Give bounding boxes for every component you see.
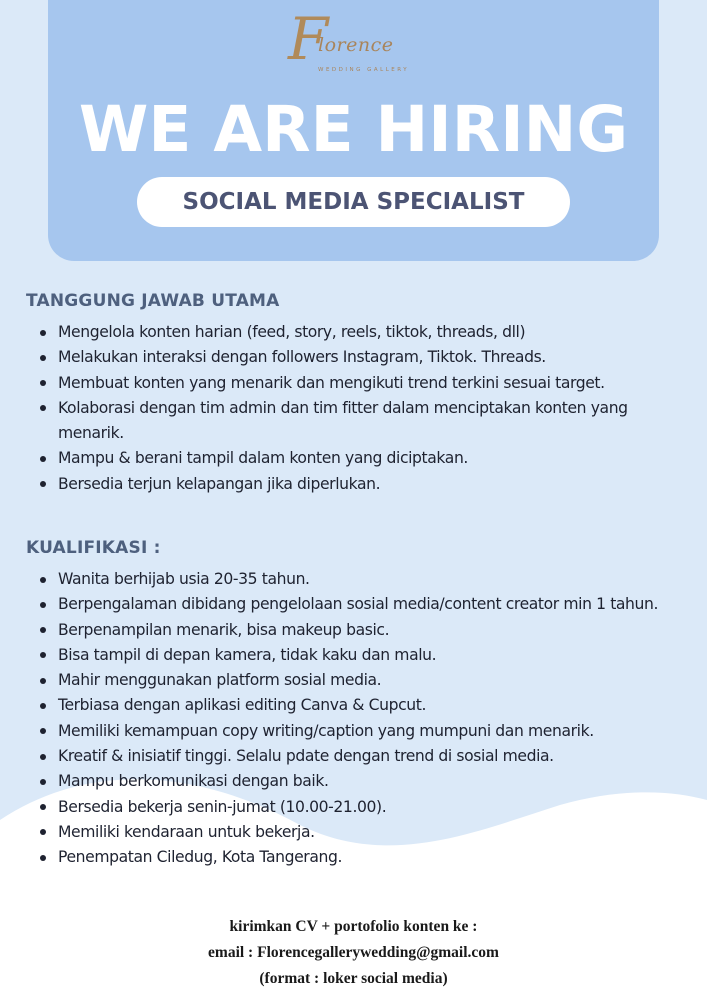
list-item: Mahir menggunakan platform sosial media. [26,668,666,693]
list-item: Bersedia terjun kelapangan jika diperlukan. [26,472,666,497]
footer-format: (format : loker social media) [259,970,448,987]
responsibilities-section [26,291,666,497]
hiring-title: WE ARE HIRING [78,93,629,166]
list-item: Mengelola konten harian (feed, story, reels, tiktok, threads, dll) [26,320,666,345]
responsibilities-heading: TANGGUNG JAWAB UTAMA [26,291,280,311]
list-item: Mampu berkomunikasi dengan baik. [26,769,666,794]
footer-email: email : Florencegallerywedding@gmail.com [208,944,499,961]
list-item: Mampu & berani tampil dalam konten yang diciptakan. [26,446,666,471]
logo-subtitle: WEDDING GALLERY [318,67,410,73]
list-item: Memiliki kemampuan copy writing/caption yang mumpuni dan menarik. [26,719,666,744]
list-item: Kolaborasi dengan tim admin dan tim fitter dalam menciptakan konten yang menarik. [26,396,666,447]
list-item: Bisa tampil di depan kamera, tidak kaku dan malu. [26,643,666,668]
list-item: Kreatif & inisiatif tinggi. Selalu pdate dengan trend di sosial media. [26,744,666,769]
responsibilities-list [26,320,666,497]
qualifications-heading: KUALIFIKASI : [26,538,161,558]
list-item: Penempatan Ciledug, Kota Tangerang. [26,845,666,870]
logo-initial: F [288,5,327,73]
role-pill [137,177,570,227]
list-item: Melakukan interaksi dengan followers Instagram, Tiktok. Threads. [26,345,666,370]
list-item: Wanita berhijab usia 20-35 tahun. [26,567,666,592]
list-item: Berpengalaman dibidang pengelolaan sosial media/content creator min 1 tahun. [26,592,666,617]
qualifications-list [26,567,666,871]
list-item: Membuat konten yang menarik dan mengikuti trend terkini sesuai target. [26,371,666,396]
list-item: Memiliki kendaraan untuk bekerja. [26,820,666,845]
contact-footer [0,914,707,992]
footer-instruction: kirimkan CV + portofolio konten ke : [229,918,478,935]
qualifications-section [26,538,666,871]
logo-word: lorence [318,34,394,56]
florence-logo [288,4,428,84]
list-item: Terbiasa dengan aplikasi editing Canva & Cupcut. [26,693,666,718]
role-title: SOCIAL MEDIA SPECIALIST [182,189,525,215]
list-item: Berpenampilan menarik, bisa makeup basic. [26,618,666,643]
list-item: Bersedia bekerja senin-jumat (10.00-21.00). [26,795,666,820]
